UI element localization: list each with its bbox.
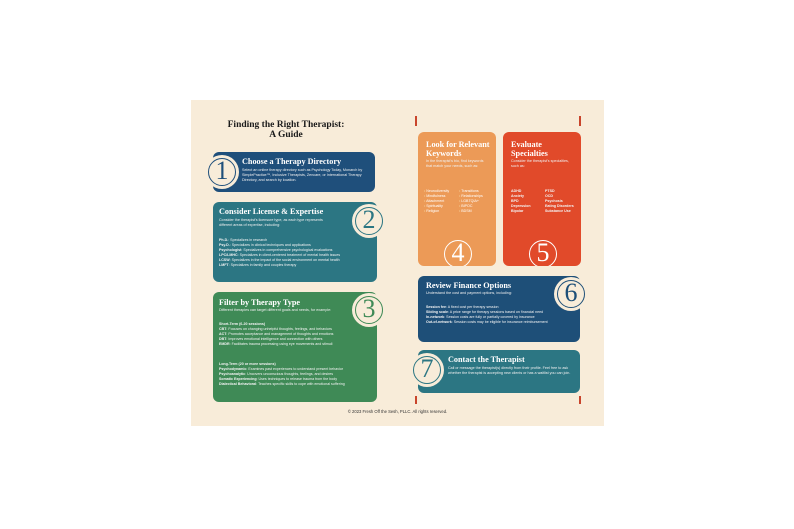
list-item: Ph.D.: Specializes in research — [219, 238, 268, 242]
step-7-number: 7 — [420, 354, 434, 383]
list-item: • Neurodiversity — [424, 189, 460, 194]
list-item: CBT: Focuses on changing unhelpful thoughts, feelings, and behaviors — [219, 327, 332, 332]
list-item: Somatic Experiencing: Uses techniques to release trauma from the body — [219, 377, 338, 382]
step-1-title: Choose a Therapy Directory — [242, 157, 342, 166]
list-item: BPD — [511, 199, 519, 204]
list-item: • Mindfulness — [424, 194, 460, 199]
list-item: • Attachment — [424, 199, 460, 204]
long-term-heading: Long-Term (20 or more sessions) — [219, 362, 276, 366]
list-item: Psychodynamic: Examines past experiences to understand present behavior — [219, 367, 344, 372]
decorative-bar-bottom-left — [415, 396, 417, 404]
list-item: Depression — [511, 204, 531, 209]
list-item: PTSD — [545, 189, 555, 193]
guide-page — [191, 100, 604, 426]
list-item: LMFT: Specializes in family and couples therapy — [219, 263, 297, 268]
step-4-card — [418, 132, 496, 266]
list-item: LCSW: Specializes in the impact of the social environment on mental health — [219, 258, 340, 263]
step-4-number: 4 — [451, 238, 465, 266]
list-item: LPC/LMHC: Specializes in client-centered treatment of mental health issues — [219, 253, 341, 258]
license-list — [219, 238, 369, 269]
step-5-card — [503, 132, 581, 266]
step-4-title: Look for Relevant Keywords — [426, 140, 490, 158]
step-6-description: Understand the cost and payment options, including: — [426, 291, 512, 295]
step-3-description: Different therapies can target different goals and needs, for example: — [219, 308, 332, 312]
short-term-list — [219, 322, 369, 347]
list-item: • Spirituality — [424, 204, 460, 209]
step-5-description: Consider the therapist's specialties, such as: — [511, 159, 569, 168]
list-item: Psy.D.: Specializes in clinical techniques and applications — [219, 243, 311, 248]
step-7-title: Contact the Therapist — [448, 355, 525, 364]
list-item: Dialectical Behavioral: Teaches specific skills to cope with emotional suffering — [219, 382, 345, 387]
list-item: Psychoanalytic: Uncovers unconscious thoughts, feelings, and desires — [219, 372, 334, 377]
step-3-title: Filter by Therapy Type — [219, 298, 301, 307]
step-5-title: Evaluate Specialties — [511, 140, 548, 158]
list-item: • Transitions — [459, 189, 495, 194]
list-item: Psychologist: Specializes in comprehensive psychological evaluations — [219, 248, 333, 253]
list-item: EMDR: Facilitates trauma processing using eye movements and stimuli — [219, 342, 333, 347]
step-1-number: 1 — [215, 156, 229, 185]
list-item: • LGBTQIA+ — [459, 199, 495, 204]
step-7-description: Call or message the therapist(s) directly from their profile. Feel free to ask whether the therapist is accepting new clients or has a waitlist you can join. — [448, 366, 571, 375]
copyright-footer: © 2023 Fresh Off the Sesh, PLLC. All rights reserved. — [347, 409, 448, 414]
decorative-bar-left — [415, 116, 417, 126]
list-item: Psychosis — [545, 199, 563, 204]
list-item: Substance Use — [545, 209, 571, 214]
list-item: DBT: Improves emotional intelligence and connection with others — [219, 337, 323, 342]
step-5-number: 5 — [536, 238, 550, 266]
list-item: Anxiety — [511, 194, 524, 199]
decorative-bar-bottom-right — [579, 396, 581, 404]
step-2-description: Consider the therapist's licensure type, as each type represents different areas of expertise, including: — [219, 218, 323, 227]
list-item: In-network: Session costs are fully or partially covered by insurance — [426, 315, 535, 320]
step-6-title: Review Finance Options — [426, 281, 512, 290]
keywords-col-1 — [424, 189, 460, 214]
decorative-bar-right — [579, 116, 581, 126]
list-item: ACT: Promotes acceptance and management of thoughts and emotions — [219, 332, 334, 337]
list-item: • BDSM — [459, 209, 495, 214]
short-term-heading: Short-Term (6-20 sessions) — [219, 322, 266, 326]
list-item: Bipolar — [511, 209, 524, 214]
list-item: Sliding scale: A price range for therapy sessions based on financial need — [426, 310, 544, 315]
list-item: Eating Disorders — [545, 204, 574, 209]
step-3-number: 3 — [362, 294, 376, 323]
step-1-description: Select an online therapy directory such as Psychology Today, Monarch by SimplePractice™, Inclusive Therapists, Zencare, or International Therapy Directory, and search by location. — [242, 168, 363, 182]
list-item: Out-of-network: Session costs may be eligible for insurance reimbursement — [426, 320, 548, 325]
keywords-col-2 — [459, 189, 495, 214]
step-2-title: Consider License & Expertise — [219, 207, 324, 216]
list-item: • Religion — [424, 209, 460, 214]
specialties-col-1 — [511, 189, 543, 214]
list-item: Session fee: A fixed cost per therapy session — [426, 305, 499, 309]
list-item: • BIPOC — [459, 204, 495, 209]
step-6-number: 6 — [564, 278, 578, 307]
list-item: OCD — [545, 194, 553, 199]
specialties-col-2 — [545, 189, 581, 214]
long-term-list — [219, 362, 373, 387]
step-4-description: In the therapist's bio, find keywords that match your needs, such as: — [426, 159, 484, 168]
page-title: Finding the Right Therapist: A Guide — [227, 120, 345, 140]
finance-list — [426, 305, 566, 325]
step-2-number: 2 — [362, 205, 376, 234]
list-item: ADHD — [511, 189, 522, 193]
list-item: • Relationships — [459, 194, 495, 199]
